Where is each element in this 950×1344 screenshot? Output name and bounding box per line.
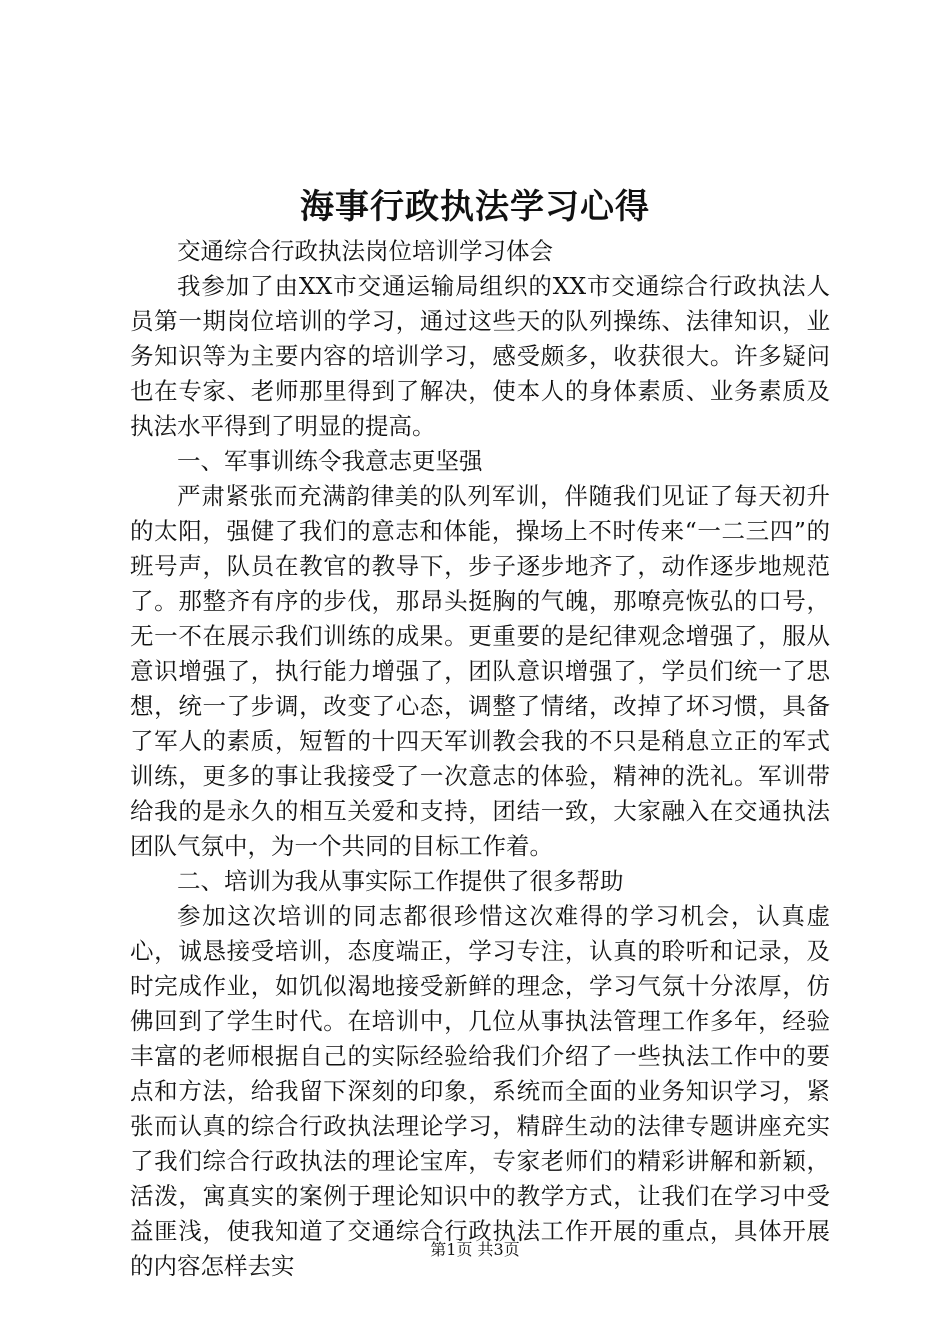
section-2-paragraph: 参加这次培训的同志都很珍惜这次难得的学习机会，认真虚心，诚恳接受培训，态度端正，学习专注，认真的聆听和记录，及时完成作业，如饥似渴地接受新鲜的理念，学习气氛十分浓厚，仿佛回到了学生时代。在培训中，几位从事执法管理工作多年，经验丰富的老师根据自己的实际经验给我们介绍了一些执法工作中的要点和方法，给我留下深刻的印象，系统而全面的业务知识学习，紧张而认真的综合行政执法理论学习，精辟生动的法律专题讲座充实了我们综合行政执法的理论宝库，专家老师们的精彩讲解和新颖，活泼，寓真实的案例于理论知识中的教学方式，让我们在学习中受益匪浅，使我知道了交通综合行政执法工作开展的重点，具体开展的内容怎样去实	[130, 902, 830, 1280]
section-heading-1: 一、军事训练令我意志更坚强	[177, 447, 483, 475]
subtitle-paragraph: 交通综合行政执法岗位培训学习体会	[177, 237, 553, 265]
intro-paragraph: 我参加了由XX市交通运输局组织的XX市交通综合行政执法人员第一期岗位培训的学习，通过这些天的队列操练、法律知识，业务知识等为主要内容的培训学习，感受颇多，收获很大。许多疑问也在专家、老师那里得到了解决，使本人的身体素质、业务素质及执法水平得到了明显的提高。	[130, 272, 830, 440]
document-title: 海事行政执法学习心得	[300, 187, 650, 227]
section-heading-2: 二、培训为我从事实际工作提供了很多帮助	[177, 867, 624, 895]
section-1-paragraph: 严肃紧张而充满韵律美的队列军训，伴随我们见证了每天初升的太阳，强健了我们的意志和体能，操场上不时传来“一二三四”的班号声，队员在教官的教导下，步子逐步地齐了，动作逐步地规范了。那整齐有序的步伐，那昂头挺胸的气魄，那嘹亮恢弘的口号，无一不在展示我们训练的成果。更重要的是纪律观念增强了，服从意识增强了，执行能力增强了，团队意识增强了，学员们统一了思想，统一了步调，改变了心态，调整了情绪，改掉了坏习惯，具备了军人的素质，短暂的十四天军训教会我的不只是稍息立正的军式训练，更多的事让我接受了一次意志的体验，精神的洗礼。军训带给我的是永久的相互关爱和支持，团结一致，大家融入在交通执法团队气氛中，为一个共同的目标工作着。	[130, 482, 830, 860]
page-footer: 第1页 共3页	[430, 1240, 520, 1259]
document-body	[130, 234, 830, 1284]
